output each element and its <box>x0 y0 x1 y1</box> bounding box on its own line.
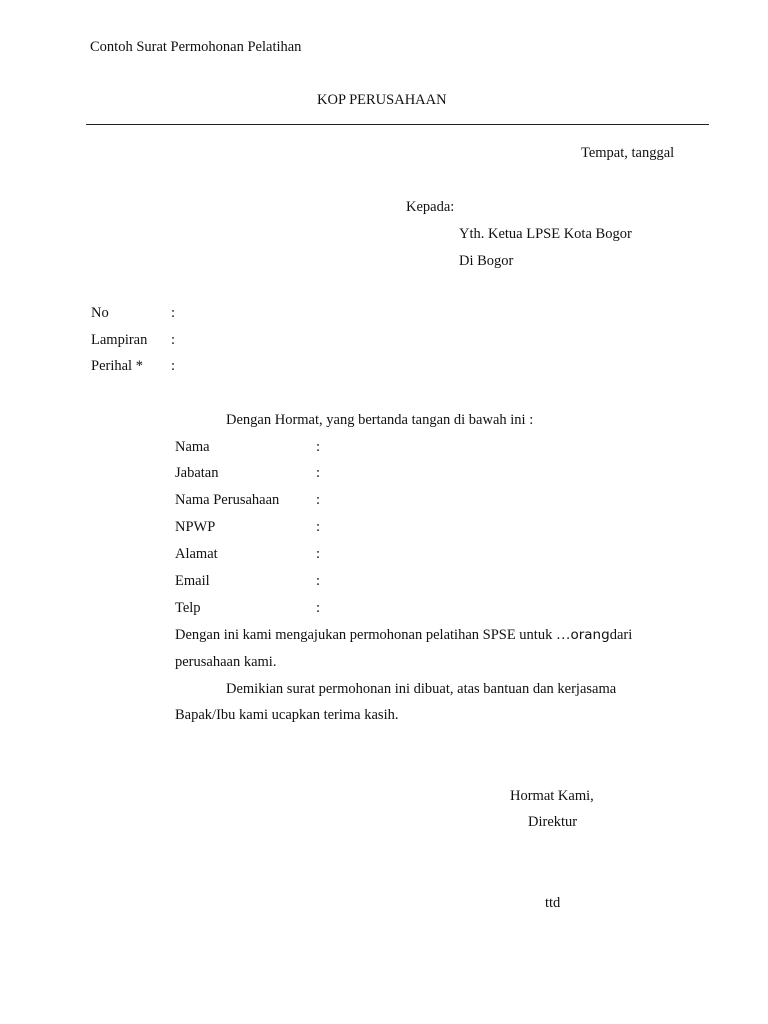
field-jabatan-sep: : <box>316 465 321 481</box>
request-text-part2: dari <box>609 627 633 643</box>
meta-no-label: No <box>91 305 109 321</box>
greeting: Dengan Hormat, yang bertanda tangan di bawah ini : <box>226 412 534 428</box>
field-email-sep: : <box>316 573 321 589</box>
field-telp-sep: : <box>316 600 321 616</box>
document-heading: Contoh Surat Permohonan Pelatihan <box>90 39 302 55</box>
signature-mark: ttd <box>545 895 561 911</box>
field-email-label: Email <box>175 573 210 589</box>
request-paragraph-line2: perusahaan kami. <box>175 654 277 670</box>
recipient-to-label: Kepada: <box>406 199 455 215</box>
signature-position: Direktur <box>528 814 578 830</box>
recipient-line1: Yth. Ketua LPSE Kota Bogor <box>459 226 632 242</box>
meta-perihal-sep: : <box>171 358 176 374</box>
field-alamat-sep: : <box>316 546 321 562</box>
meta-perihal-label: Perihal * <box>91 358 143 374</box>
meta-lampiran-sep: : <box>171 332 176 348</box>
field-nama-perusahaan-sep: : <box>316 492 321 508</box>
field-jabatan-label: Jabatan <box>175 465 219 481</box>
request-paragraph-line1 <box>175 628 632 643</box>
field-nama-label: Nama <box>175 439 210 455</box>
letterhead-divider <box>86 124 709 125</box>
request-text-orang: orang <box>570 627 610 643</box>
request-text-part1: Dengan ini kami mengajukan permohonan pelatihan SPSE untuk … <box>175 627 571 643</box>
letterhead-title: KOP PERUSAHAAN <box>317 92 447 108</box>
meta-lampiran-label: Lampiran <box>91 332 148 348</box>
place-date: Tempat, tanggal <box>581 145 675 161</box>
field-npwp-sep: : <box>316 519 321 535</box>
closing-paragraph-line2: Bapak/Ibu kami ucapkan terima kasih. <box>175 707 399 723</box>
meta-no-sep: : <box>171 305 176 321</box>
field-telp-label: Telp <box>175 600 201 616</box>
field-npwp-label: NPWP <box>175 519 216 535</box>
signature-regards: Hormat Kami, <box>510 788 594 804</box>
field-nama-sep: : <box>316 439 321 455</box>
closing-paragraph-line1: Demikian surat permohonan ini dibuat, atas bantuan dan kerjasama <box>226 681 617 697</box>
field-nama-perusahaan-label: Nama Perusahaan <box>175 492 280 508</box>
recipient-line2: Di Bogor <box>459 253 514 269</box>
field-alamat-label: Alamat <box>175 546 218 562</box>
